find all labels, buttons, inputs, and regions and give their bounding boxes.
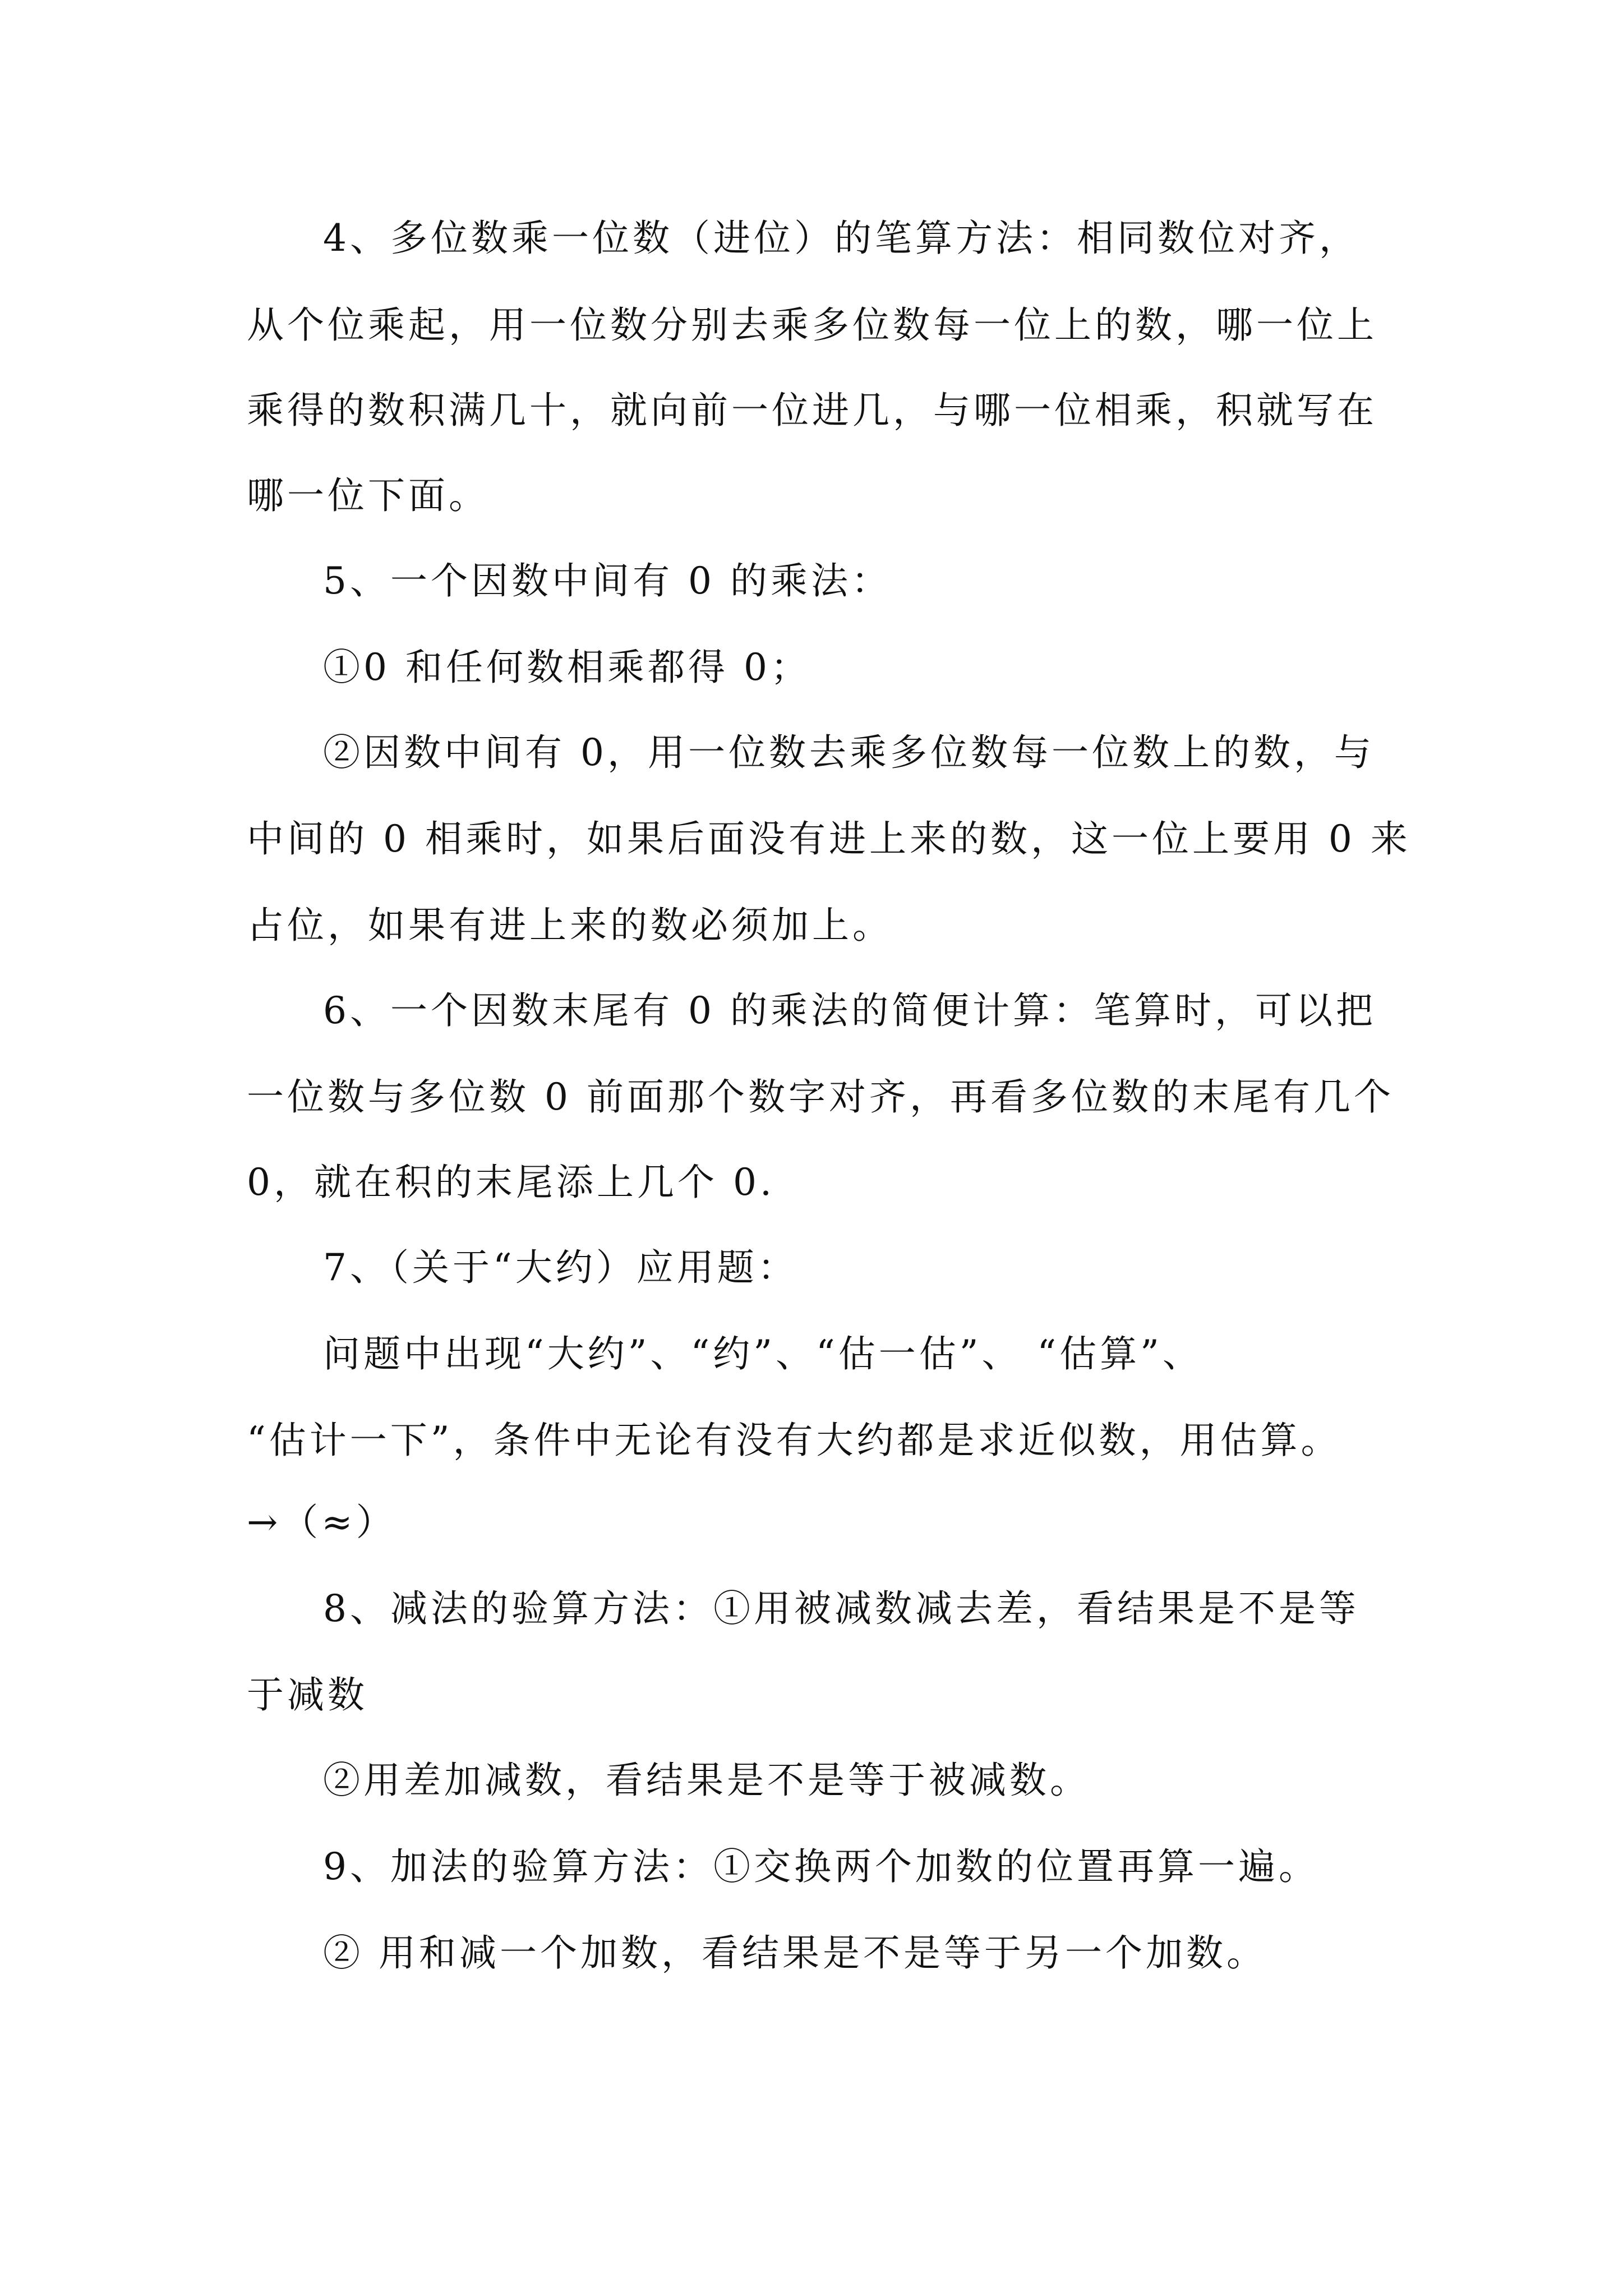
text-line: ②因数中间有 0，用一位数去乘多位数每一位数上的数，与 — [323, 731, 1375, 774]
text-line: 一位数与多位数 0 前面那个数字对齐，再看多位数的末尾有几个 — [247, 1075, 1394, 1119]
text-line: 占位，如果有进上来的数必须加上。 — [247, 904, 893, 947]
text-line: 4、多位数乘一位数（进位）的笔算方法：相同数位对齐， — [323, 217, 1359, 260]
text-line: ② 用和减一个加数，看结果是不是等于另一个加数。 — [323, 1931, 1267, 1975]
text-line: 哪一位下面。 — [247, 474, 489, 517]
text-line: →（≈） — [247, 1501, 396, 1544]
text-line: 8、减法的验算方法：①用被减数减去差，看结果是不是等 — [323, 1587, 1359, 1630]
text-line: 6、一个因数末尾有 0 的乘法的简便计算：笔算时，可以把 — [323, 989, 1376, 1032]
text-line: 于减数 — [247, 1673, 368, 1717]
text-line: ②用差加减数，看结果是不是等于被减数。 — [323, 1759, 1090, 1802]
text-line: 0，就在积的末尾添上几个 0. — [247, 1161, 775, 1204]
text-line: 问题中出现“大约”、“约”、“估一估”、 “估算”、 — [323, 1332, 1203, 1375]
text-line: 从个位乘起，用一位数分别去乘多位数每一位上的数，哪一位上 — [247, 303, 1377, 347]
text-line: 中间的 0 相乘时，如果后面没有进上来的数，这一位上要用 0 来 — [247, 817, 1411, 861]
text-line: 乘得的数积满几十，就向前一位进几，与哪一位相乘，积就写在 — [247, 389, 1377, 432]
text-line: ①0 和任何数相乘都得 0； — [323, 646, 811, 689]
text-line: 7、（关于“大约）应用题： — [323, 1246, 798, 1289]
text-line: 5、一个因数中间有 0 的乘法： — [323, 559, 892, 602]
text-line: 9、加法的验算方法：①交换两个加数的位置再算一遍。 — [323, 1845, 1319, 1888]
text-line: “估计一下”，条件中无论有没有大约都是求近似数，用估算。 — [247, 1419, 1341, 1462]
